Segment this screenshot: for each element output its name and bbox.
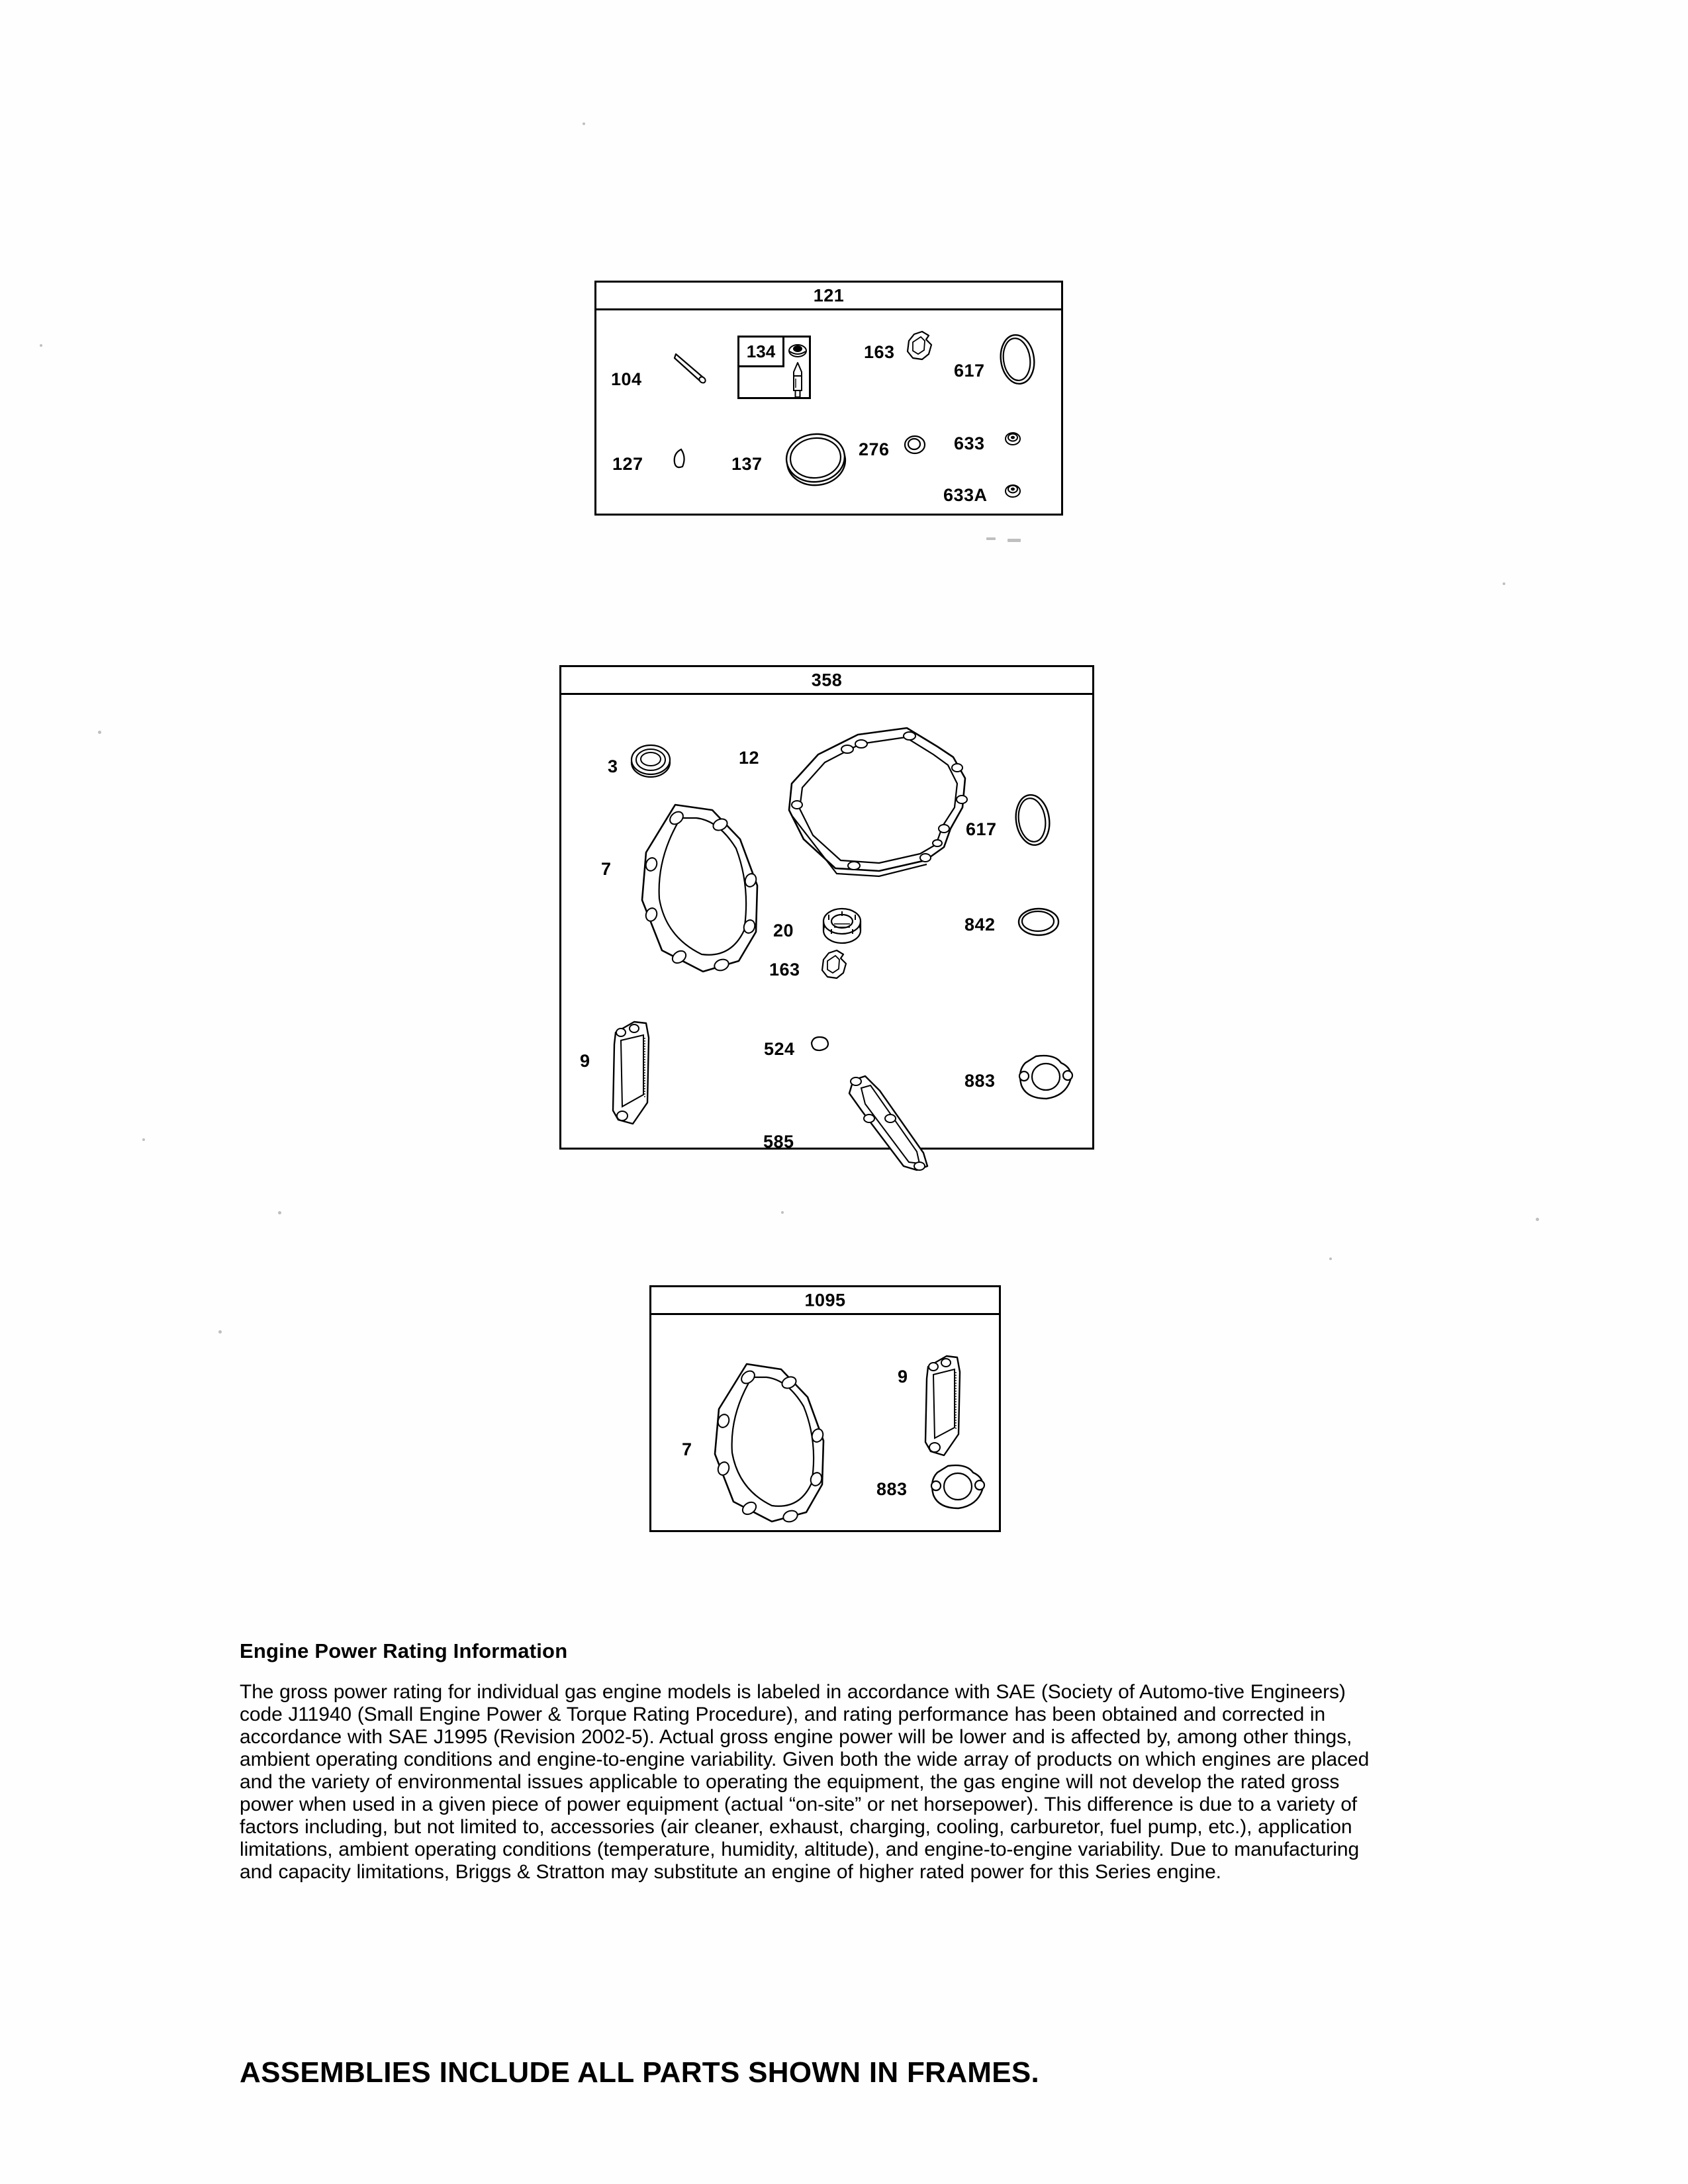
scan-artifact (1329, 1257, 1332, 1260)
part-art-104-pin-rod (671, 350, 710, 387)
scan-artifact (1536, 1218, 1539, 1221)
part-art-163-gasket-irregular (817, 948, 851, 986)
part-art-134-needle-valve (788, 361, 807, 400)
part-label-9: 9 (580, 1051, 590, 1071)
part-label-163: 163 (769, 960, 800, 979)
part-art-883-flange-gasket (928, 1462, 989, 1512)
part-label-7: 7 (682, 1439, 692, 1459)
parts-frame-1095 (649, 1285, 1001, 1532)
part-art-127-small-seal (671, 447, 689, 470)
part-label-20: 20 (773, 921, 794, 940)
part-art-883-flange-gasket (1016, 1052, 1076, 1103)
parts-frame-358 (559, 665, 1094, 1150)
frame-body (651, 1315, 999, 1530)
section-heading: Engine Power Rating Information (240, 1639, 568, 1662)
part-label-842: 842 (964, 915, 996, 934)
part-label-9: 9 (898, 1367, 908, 1387)
frame-body (596, 310, 1061, 514)
part-label-12: 12 (739, 748, 760, 768)
part-label-163: 163 (864, 342, 895, 362)
frame-title: 121 (813, 285, 845, 305)
part-label-617: 617 (966, 819, 997, 839)
subframe-tag-134 (739, 338, 784, 367)
part-art-842-o-ring-sm (1016, 905, 1061, 938)
assemblies-note: ASSEMBLIES INCLUDE ALL PARTS SHOWN IN FRAMES. (240, 2056, 1040, 2089)
part-art-633a-tiny-grommet (1003, 481, 1023, 500)
part-label-127: 127 (612, 454, 643, 474)
scan-artifact (1503, 582, 1505, 585)
part-label-617: 617 (954, 361, 985, 381)
parts-subframe-134 (737, 336, 811, 399)
frame-header (561, 667, 1092, 695)
part-label-883: 883 (964, 1071, 996, 1091)
part-art-585-long-gasket (843, 1073, 935, 1173)
part-label-524: 524 (764, 1039, 795, 1059)
part-art-12-crankcase-gasket (780, 723, 978, 901)
frame-title: 358 (811, 670, 843, 690)
part-art-20-bearing (817, 905, 867, 952)
frame-body (561, 695, 1092, 1152)
frame-header (651, 1287, 999, 1315)
part-art-633-tiny-grommet (1003, 430, 1023, 448)
scan-artifact (986, 537, 996, 540)
part-art-524-tiny-ring (808, 1035, 831, 1052)
part-art-7-head-gasket (706, 1360, 843, 1531)
scan-artifact (583, 122, 585, 125)
part-label-137: 137 (731, 454, 763, 474)
scan-artifact (98, 731, 101, 734)
frame-header (596, 283, 1061, 310)
part-art-163-gasket-irregular (902, 329, 937, 367)
part-art-617-o-ring (996, 332, 1039, 387)
part-label-633a: 633A (943, 485, 988, 505)
frame-title: 1095 (804, 1290, 846, 1310)
part-art-617-o-ring (1011, 792, 1055, 848)
scan-artifact (40, 344, 42, 347)
scan-artifact (781, 1211, 784, 1214)
part-art-9-breather-gasket (920, 1352, 968, 1461)
scan-artifact (218, 1330, 222, 1334)
part-art-276-small-washer (902, 433, 927, 456)
engine-power-rating-section (240, 1640, 1385, 1884)
part-art-7-head-gasket (633, 801, 778, 981)
part-art-137-ring-large (782, 428, 851, 490)
parts-frame-121 (594, 281, 1063, 516)
part-art-9-breather-gasket (608, 1018, 658, 1130)
part-label-585: 585 (763, 1132, 794, 1152)
section-paragraph: The gross power rating for individual gas engine models is labeled in accordance with SAE (Society of Automo-tive Engineers) code J11940 (Small Engine Power & Torque Rating Procedure), and rating performance has been obtained and corrected in accordance with SAE J1995 (Revision 2002-5). Actual gross engine power will be lower and is affected by, among other things, ambient operating conditions and engine-to-engine variability. Given both the wide array of products on which engines are placed and the variety of environmental issues applicable to operating the equipment, the gas engine will not develop the rated gross power when used in a given piece of power equipment (actual “on-site” or net horsepower). This difference is due to a variety of factors including, but not limited to, accessories (air cleaner, exhaust, charging, cooling, carburetor, fuel pump, etc.), application limitations, ambient operating conditions (temperature, humidity, altitude), and engine-to-engine variability. Due to manufacturing and capacity limitations, Briggs & Stratton may substitute an engine of higher rated power for this Series engine. (240, 1681, 1370, 1884)
part-art-134-needle-seat (787, 341, 808, 361)
part-label-3: 3 (608, 756, 618, 776)
part-label-883: 883 (876, 1479, 908, 1499)
scan-artifact (278, 1211, 281, 1214)
part-label-7: 7 (601, 859, 612, 879)
part-label-134: 134 (746, 341, 776, 361)
part-art-3-oil-seal (628, 740, 674, 786)
part-label-276: 276 (859, 439, 890, 459)
scan-artifact (1008, 539, 1021, 542)
scan-artifact (142, 1138, 145, 1141)
part-label-633: 633 (954, 433, 985, 453)
part-label-104: 104 (611, 369, 642, 389)
